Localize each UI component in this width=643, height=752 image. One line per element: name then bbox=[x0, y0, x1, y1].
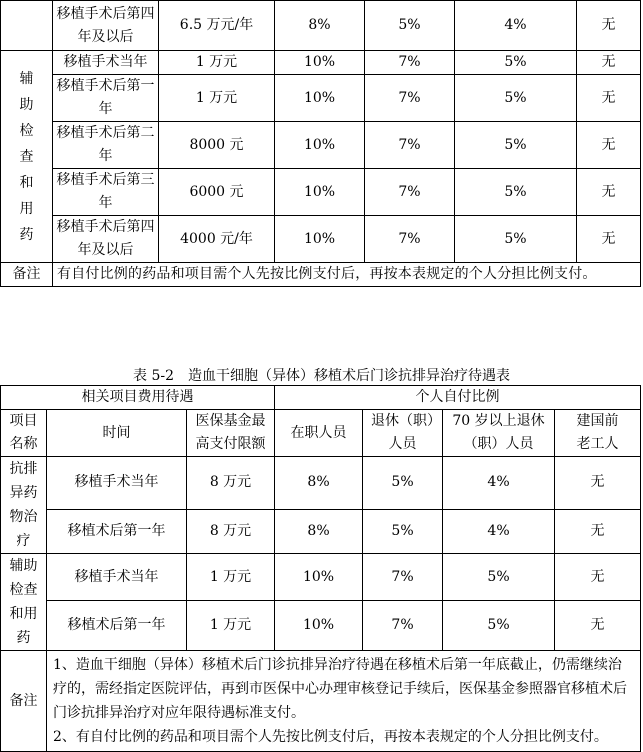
table-row bbox=[1, 601, 641, 651]
rate-retired-70-cell: 5% bbox=[443, 554, 555, 601]
time-cell: 移植术后第一年 bbox=[47, 509, 187, 553]
rate-retired-70-cell: 4% bbox=[443, 457, 555, 510]
rate-retired-cell: 7% bbox=[365, 122, 455, 169]
rate-employee-cell: 10% bbox=[275, 216, 365, 263]
rate-employee-cell: 8% bbox=[275, 1, 365, 51]
table-row bbox=[1, 457, 641, 510]
note-row bbox=[1, 651, 641, 752]
table-row bbox=[1, 1, 641, 51]
rate-retired-cell: 5% bbox=[363, 457, 443, 510]
time-cell: 移植手术后第一年 bbox=[53, 75, 159, 122]
item-name-cell bbox=[1, 1, 53, 51]
header-limit: 医保基金最高支付限额 bbox=[187, 410, 275, 457]
rate-retired-70-cell: 4% bbox=[455, 1, 577, 51]
rate-veteran-cell: 无 bbox=[555, 554, 641, 601]
header-time: 时间 bbox=[47, 410, 187, 457]
rate-retired-70-cell: 5% bbox=[455, 51, 577, 75]
limit-cell: 4000 元/年 bbox=[159, 216, 275, 263]
item-group-label: 抗排异药物治疗 bbox=[1, 457, 47, 554]
table-row bbox=[1, 554, 641, 601]
time-cell: 移植手术当年 bbox=[53, 51, 159, 75]
limit-cell: 8 万元 bbox=[187, 509, 275, 553]
limit-cell: 6000 元 bbox=[159, 169, 275, 216]
item-group-label: 辅助检查和用药 bbox=[1, 554, 47, 651]
rate-employee-cell: 10% bbox=[275, 75, 365, 122]
time-cell: 移植手术后第二年 bbox=[53, 122, 159, 169]
note-label: 备注 bbox=[1, 651, 47, 752]
table-row bbox=[1, 75, 641, 122]
rate-veteran-cell: 无 bbox=[577, 51, 641, 75]
rate-veteran-cell: 无 bbox=[577, 216, 641, 263]
header-veteran: 建国前老工人 bbox=[555, 410, 641, 457]
time-cell: 移植术后第一年 bbox=[47, 601, 187, 651]
table-row bbox=[1, 122, 641, 169]
limit-cell: 1 万元 bbox=[159, 51, 275, 75]
limit-cell: 8 万元 bbox=[187, 457, 275, 510]
limit-cell: 6.5 万元/年 bbox=[159, 1, 275, 51]
header-right-group: 个人自付比例 bbox=[275, 386, 641, 410]
table-row bbox=[1, 216, 641, 263]
rate-veteran-cell: 无 bbox=[577, 122, 641, 169]
rate-retired-70-cell: 5% bbox=[455, 216, 577, 263]
rate-retired-70-cell: 5% bbox=[455, 75, 577, 122]
rate-employee-cell: 10% bbox=[275, 601, 363, 651]
time-cell: 移植手术后第四年及以后 bbox=[53, 216, 159, 263]
rate-veteran-cell: 无 bbox=[577, 1, 641, 51]
table-row bbox=[1, 509, 641, 553]
time-cell: 移植手术当年 bbox=[47, 457, 187, 510]
rate-retired-cell: 7% bbox=[363, 554, 443, 601]
rate-retired-cell: 5% bbox=[363, 509, 443, 553]
rate-veteran-cell: 无 bbox=[555, 457, 641, 510]
table-caption: 表 5-2 造血干细胞（异体）移植术后门诊抗排异治疗待遇表 bbox=[133, 368, 510, 384]
rate-veteran-cell: 无 bbox=[577, 75, 641, 122]
rate-employee-cell: 10% bbox=[275, 554, 363, 601]
table-row bbox=[1, 169, 641, 216]
rate-retired-cell: 7% bbox=[365, 169, 455, 216]
rate-retired-cell: 7% bbox=[365, 51, 455, 75]
rate-veteran-cell: 无 bbox=[577, 169, 641, 216]
header-left-group: 相关项目费用待遇 bbox=[1, 386, 275, 410]
time-cell: 移植手术后第三年 bbox=[53, 169, 159, 216]
rate-retired-cell: 7% bbox=[365, 216, 455, 263]
header-row bbox=[1, 410, 641, 457]
note-label: 备注 bbox=[1, 263, 53, 287]
note-text: 有自付比例的药品和项目需个人先按比例支付后，再按本表规定的个人分担比例支付。 bbox=[53, 263, 641, 287]
limit-cell: 1 万元 bbox=[187, 554, 275, 601]
rate-employee-cell: 10% bbox=[275, 122, 365, 169]
header-item: 项目名称 bbox=[1, 410, 47, 457]
rate-retired-cell: 7% bbox=[365, 75, 455, 122]
hsct-treatment-table bbox=[0, 385, 641, 752]
rate-retired-70-cell: 4% bbox=[443, 509, 555, 553]
rate-employee-cell: 8% bbox=[275, 509, 363, 553]
treatment-table-continued bbox=[0, 0, 641, 287]
rate-employee-cell: 10% bbox=[275, 51, 365, 75]
limit-cell: 1 万元 bbox=[187, 601, 275, 651]
rate-retired-70-cell: 5% bbox=[455, 169, 577, 216]
rate-veteran-cell: 无 bbox=[555, 509, 641, 553]
rate-veteran-cell: 无 bbox=[555, 601, 641, 651]
table-row bbox=[1, 51, 641, 75]
rate-retired-70-cell: 5% bbox=[455, 122, 577, 169]
note-content bbox=[47, 651, 641, 752]
limit-cell: 1 万元 bbox=[159, 75, 275, 122]
rate-retired-cell: 7% bbox=[363, 601, 443, 651]
header-row bbox=[1, 386, 641, 410]
limit-cell: 8000 元 bbox=[159, 122, 275, 169]
note-row bbox=[1, 263, 641, 287]
note-item-2: 2、有自付比例的药品和项目需个人先按比例支付后，再按本表规定的个人分担比例支付。 bbox=[53, 729, 608, 745]
rate-employee-cell: 8% bbox=[275, 457, 363, 510]
time-cell: 移植手术当年 bbox=[47, 554, 187, 601]
header-retired-70: 70 岁以上退休（职）人员 bbox=[443, 410, 555, 457]
header-retired: 退休（职）人员 bbox=[363, 410, 443, 457]
rate-employee-cell: 10% bbox=[275, 169, 365, 216]
rate-retired-cell: 5% bbox=[365, 1, 455, 51]
header-employee: 在职人员 bbox=[275, 410, 363, 457]
rate-retired-70-cell: 5% bbox=[443, 601, 555, 651]
time-cell: 移植手术后第四年及以后 bbox=[53, 1, 159, 51]
item-group-label: 辅助检查和用药 bbox=[1, 51, 53, 263]
note-item-1: 1、造血干细胞（异体）移植术后门诊抗排异治疗待遇在移植术后第一年底截止，仍需继续治疗的，需经指定医院评估，再到市医保中心办理审核登记手续后，医保基金参照器官移植术后门诊抗排异治疗对应年限待遇标准支付。 bbox=[53, 657, 627, 721]
